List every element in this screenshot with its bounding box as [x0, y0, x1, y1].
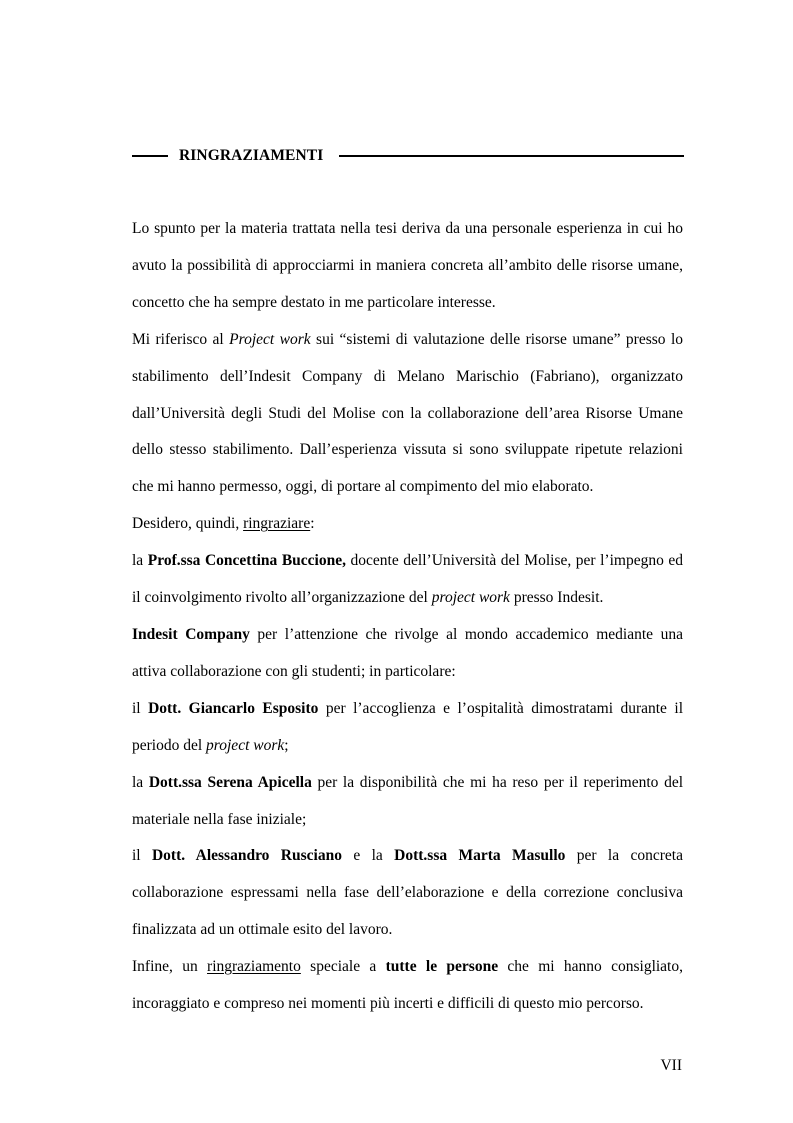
text: il	[132, 847, 152, 865]
underlined-ringraziamento: ringraziamento	[207, 958, 301, 976]
paragraph-6	[132, 691, 683, 765]
paragraph-4	[132, 543, 683, 617]
heading-rule-right	[339, 155, 684, 157]
text: per la disponibilità che mi ha reso per il reperimento del materiale nella fase iniziale;	[132, 773, 684, 828]
paragraph-8	[132, 838, 683, 949]
paragraph-3	[132, 506, 683, 543]
text: ;	[284, 736, 289, 754]
paragraph-1	[132, 211, 683, 322]
text: sui “sistemi di valutazione delle risorse umane” presso lo stabilimento dell’Indesit Company di Melano Marischio (Fabriano), organizzato dall’Università degli Studi del Molise con la collaborazione dell’area Risorse Umane dello stesso stabilimento. Dall’esperienza vissuta si sono sviluppate ripetute relazioni che mi hanno permesso, oggi, di portare al compimento del mio elaborato.	[132, 330, 684, 496]
heading-title: RINGRAZIAMENTI	[179, 147, 324, 164]
text: il	[132, 699, 149, 717]
text: Mi riferisco al	[132, 330, 230, 348]
text: che mi hanno consigliato, incoraggiato e compreso nei momenti più incerti e difficili di questo mio percorso.	[132, 958, 683, 1013]
section-heading	[132, 145, 684, 167]
bold-indesit-company: Indesit Company	[132, 625, 250, 643]
bold-name-apicella: Dott.ssa Serena Apicella	[148, 773, 312, 791]
text: docente dell’Università del Molise, per l’impegno ed il coinvolgimento rivolto all’organizzazione del	[132, 552, 684, 607]
text: la	[132, 552, 148, 570]
text: Infine, un	[132, 958, 208, 976]
heading-rule-left	[132, 155, 168, 157]
text: per l’accoglienza e l’ospitalità dimostratami durante il periodo del	[132, 699, 683, 754]
text: per la concreta collaborazione espressami nella fase dell’elaborazione e della correzione conclusiva finalizzata ad un ottimale esito del lavoro.	[132, 847, 683, 939]
text: per l’attenzione che rivolge al mondo accademico mediante una attiva collaborazione con gli studenti; in particolare:	[132, 625, 684, 680]
paragraph-7	[132, 765, 683, 839]
paragraph-9	[132, 949, 683, 1023]
text: la	[132, 773, 149, 791]
underlined-ringraziare: ringraziare	[243, 515, 311, 533]
italic-project-work: Project work	[229, 330, 311, 348]
text: e la	[341, 847, 395, 865]
page-number: VII	[660, 1057, 682, 1074]
text: :	[310, 515, 315, 533]
body-text	[132, 211, 683, 1023]
bold-name-buccione: Prof.ssa Concettina Buccione,	[147, 552, 346, 570]
text: Desidero, quindi,	[132, 515, 244, 533]
text: presso Indesit.	[509, 589, 604, 607]
paragraph-1-text: Lo spunto per la materia trattata nella tesi deriva da una personale esperienza in cui ho avuto la possibilità di approcciarmi in maniera concreta all’ambito delle risorse umane, concetto che ha sempre destato in me particolare interesse.	[132, 220, 683, 311]
text: speciale a	[300, 958, 386, 976]
italic-project-work: project work	[431, 589, 510, 607]
paragraph-5	[132, 617, 683, 691]
bold-tutte-le-persone: tutte le persone	[385, 958, 499, 976]
bold-name-rusciano: Dott. Alessandro Rusciano	[151, 847, 342, 865]
paragraph-2	[132, 322, 683, 507]
bold-name-masullo: Dott.ssa Marta Masullo	[394, 847, 566, 865]
bold-name-esposito: Dott. Giancarlo Esposito	[148, 699, 319, 717]
italic-project-work: project work	[206, 736, 285, 754]
